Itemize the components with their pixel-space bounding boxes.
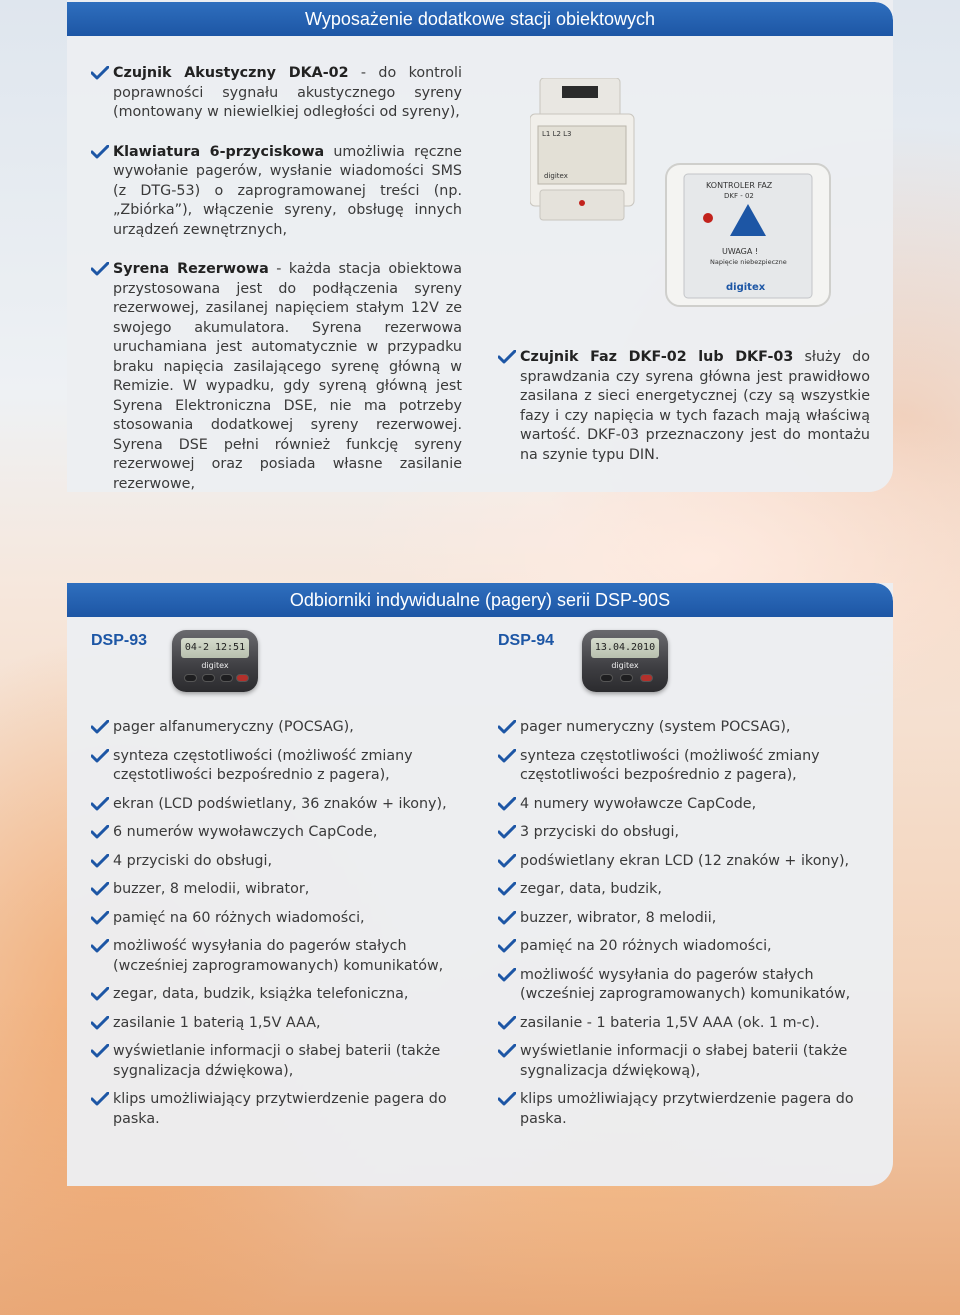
dsp-93-features: [91, 718, 471, 1138]
pager-button: [184, 674, 197, 682]
pager-dsp-94-image: [582, 630, 668, 692]
pagers-title: Odbiorniki indywidualne (pagery) serii DSP-90S: [67, 583, 893, 617]
list-item: [498, 852, 878, 872]
list-item: [91, 64, 462, 123]
checkmark-icon: [91, 749, 109, 763]
item-text: ekran (LCD podświetlany, 36 znaków + ikony),: [113, 795, 447, 812]
item-text: pager numeryczny (system POCSAG),: [520, 719, 791, 735]
list-item: [498, 1014, 878, 1034]
checkmark-icon: [91, 825, 109, 839]
model-dsp-93: DSP-93: [91, 632, 148, 649]
list-item: [91, 143, 462, 241]
checkmark-icon: [498, 1016, 516, 1030]
checkmark-icon: [91, 854, 109, 868]
item-text: synteza częstotliwości (możliwość zmiany częstotliwości bezpośrednio z pagera),: [113, 747, 413, 783]
list-item: [498, 795, 878, 815]
pager-button: [220, 674, 233, 682]
din-rail-phase-sensor-image: [530, 78, 638, 226]
item-title: Czujnik Akustyczny DKA-02: [113, 65, 349, 81]
checkmark-icon: [91, 720, 109, 734]
item-text: wyświetlanie informacji o słabej baterii (także sygnalizacja dźwiękowa),: [113, 1043, 441, 1079]
checkmark-icon: [498, 911, 516, 925]
item-text: służy do sprawdzania czy syrena główna jest prawidłowo zasilana z sieci energetycznej (czy są wszystkie fazy i czy napięcia w tych fazach mają właściwą wartość. DKF-03 przeznaczony jest do montażu na szynie typu DIN.: [520, 349, 870, 463]
list-item: [498, 823, 878, 843]
checkmark-icon: [498, 1092, 516, 1106]
list-item: [91, 1090, 471, 1129]
accessories-title: Wyposażenie dodatkowe stacji obiektowych: [67, 2, 893, 36]
controller-brand: digitex: [726, 282, 766, 293]
checkmark-icon: [91, 66, 109, 80]
item-text: klips umożliwiający przytwierdzenie pagera do paska.: [113, 1091, 447, 1127]
item-text: zasilanie 1 baterią 1,5V AAA,: [113, 1014, 321, 1031]
item-text: buzzer, wibrator, 8 melodii,: [520, 909, 717, 926]
dsp-94-features: [498, 718, 878, 1138]
din-brand: digitex: [544, 172, 568, 180]
checkmark-icon: [91, 262, 109, 276]
list-item: [91, 260, 462, 494]
checkmark-icon: [498, 882, 516, 896]
item-text: wyświetlanie informacji o słabej baterii (także sygnalizacja dźwiękową),: [520, 1043, 848, 1079]
checkmark-icon: [91, 145, 109, 159]
list-item: [91, 1014, 471, 1034]
item-text: 6 numerów wywoławczych CapCode,: [113, 824, 378, 840]
item-title: Syrena Rezerwowa: [113, 261, 269, 277]
list-item: [498, 348, 870, 465]
controller-label: KONTROLER FAZ: [706, 181, 773, 190]
pager-button: [640, 674, 653, 682]
checkmark-icon: [498, 797, 516, 811]
item-text: podświetlany ekran LCD (12 znaków + ikony),: [520, 852, 850, 869]
list-item: [91, 747, 471, 786]
pager-button: [236, 674, 249, 682]
checkmark-icon: [91, 1016, 109, 1030]
list-item: [498, 880, 878, 900]
item-text: zasilanie - 1 bateria 1,5V AAA (ok. 1 m-c).: [520, 1014, 820, 1031]
pager-dsp-93-image: [172, 630, 258, 692]
list-item: [91, 880, 471, 900]
list-item: [498, 966, 878, 1005]
list-item: [91, 985, 471, 1005]
list-item: [498, 1090, 878, 1129]
list-item: [498, 1042, 878, 1081]
controller-model: DKF - 02: [724, 192, 754, 200]
accessories-banner: [67, 2, 893, 36]
pager-screen: 04-2 12:51: [181, 638, 249, 658]
pagers-banner: [67, 583, 893, 617]
item-text: pamięć na 20 różnych wiadomości,: [520, 938, 772, 954]
item-text: możliwość wysyłania do pagerów stałych (wcześniej zaprogramowanych) komunikatów,: [520, 966, 851, 1002]
checkmark-icon: [498, 825, 516, 839]
list-item: [91, 795, 471, 815]
checkmark-icon: [91, 939, 109, 953]
checkmark-icon: [91, 1092, 109, 1106]
pager-button: [620, 674, 633, 682]
list-item: [498, 937, 878, 957]
din-terminal-label: L1 L2 L3: [542, 130, 572, 138]
checkmark-icon: [91, 987, 109, 1001]
item-text: możliwość wysyłania do pagerów stałych (wcześniej zaprogramowanych) komunikatów,: [113, 938, 444, 974]
item-text: pamięć na 60 różnych wiadomości,: [113, 909, 365, 926]
checkmark-icon: [498, 720, 516, 734]
item-text: pager alfanumeryczny (POCSAG),: [113, 719, 354, 735]
item-text: 3 przyciski do obsługi,: [520, 824, 679, 840]
checkmark-icon: [498, 350, 516, 364]
pager-button: [202, 674, 215, 682]
checkmark-icon: [91, 911, 109, 925]
item-title: Czujnik Faz DKF-02 lub DKF-03: [520, 349, 794, 365]
list-item: [91, 1042, 471, 1081]
item-text: klips umożliwiający przytwierdzenie pagera do paska.: [520, 1091, 854, 1127]
model-dsp-94: DSP-94: [498, 632, 555, 649]
list-item: [91, 718, 471, 738]
checkmark-icon: [91, 1044, 109, 1058]
checkmark-icon: [498, 939, 516, 953]
item-text: 4 numery wywoławcze CapCode,: [520, 795, 757, 812]
checkmark-icon: [498, 749, 516, 763]
list-item: [91, 937, 471, 976]
item-text: buzzer, 8 melodii, wibrator,: [113, 881, 310, 897]
item-text: - każda stacja obiektowa przystosowana jest do podłączenia syreny rezerwowej, zasilanej napięciem stałym 12V ze swojego akumulatora. Syrena rezerwowa uruchamiana jest automatycznie w przypadku braku napięcia zasilającego syrenę główną w Remizie. W wypadku, gdy syreną główną jest Syrena Elektroniczna DSE, nie ma potrzeby stosowania dodatkowej syreny rezerwowej. Syrena DSE pełni również funkcję syreny rezerwowej oraz posiada własne zasilanie rezerwowe,: [113, 261, 462, 492]
checkmark-icon: [498, 1044, 516, 1058]
phase-controller-box-image: [662, 160, 834, 310]
item-text: zegar, data, budzik, książka telefoniczna,: [113, 986, 409, 1002]
item-text: 4 przyciski do obsługi,: [113, 852, 272, 869]
item-text: zegar, data, budzik,: [520, 881, 662, 897]
checkmark-icon: [498, 854, 516, 868]
item-text: - do kontroli poprawności sygnału akustycznego syreny (montowany w niewielkiej odległości od syreny),: [113, 65, 463, 120]
phase-sensor-description: [498, 348, 870, 465]
checkmark-icon: [91, 797, 109, 811]
pager-brand: digitex: [611, 661, 639, 670]
list-item: [91, 823, 471, 843]
list-item: [91, 852, 471, 872]
controller-warning: UWAGA !: [722, 247, 759, 256]
pager-brand: digitex: [201, 661, 229, 670]
controller-warning-sub: Napięcie niebezpieczne: [710, 258, 787, 266]
accessories-list: [91, 64, 462, 514]
list-item: [498, 718, 878, 738]
list-item: [498, 909, 878, 929]
list-item: [498, 747, 878, 786]
pager-button: [600, 674, 613, 682]
item-title: Klawiatura 6-przyciskowa: [113, 143, 325, 160]
item-text: synteza częstotliwości (możliwość zmiany częstotliwości bezpośrednio z pagera),: [520, 747, 820, 783]
item-text: umożliwia ręczne wywołanie pagerów, wysłanie wiadomości SMS (z DTG-53) o zaprogramowanej treści (np. „Zbiórka”), włączenie syreny, obsługę innych urządzeń zewnętrznych,: [113, 143, 462, 238]
list-item: [91, 909, 471, 929]
checkmark-icon: [498, 968, 516, 982]
pager-screen: 13.04.2010: [591, 638, 659, 658]
checkmark-icon: [91, 882, 109, 896]
